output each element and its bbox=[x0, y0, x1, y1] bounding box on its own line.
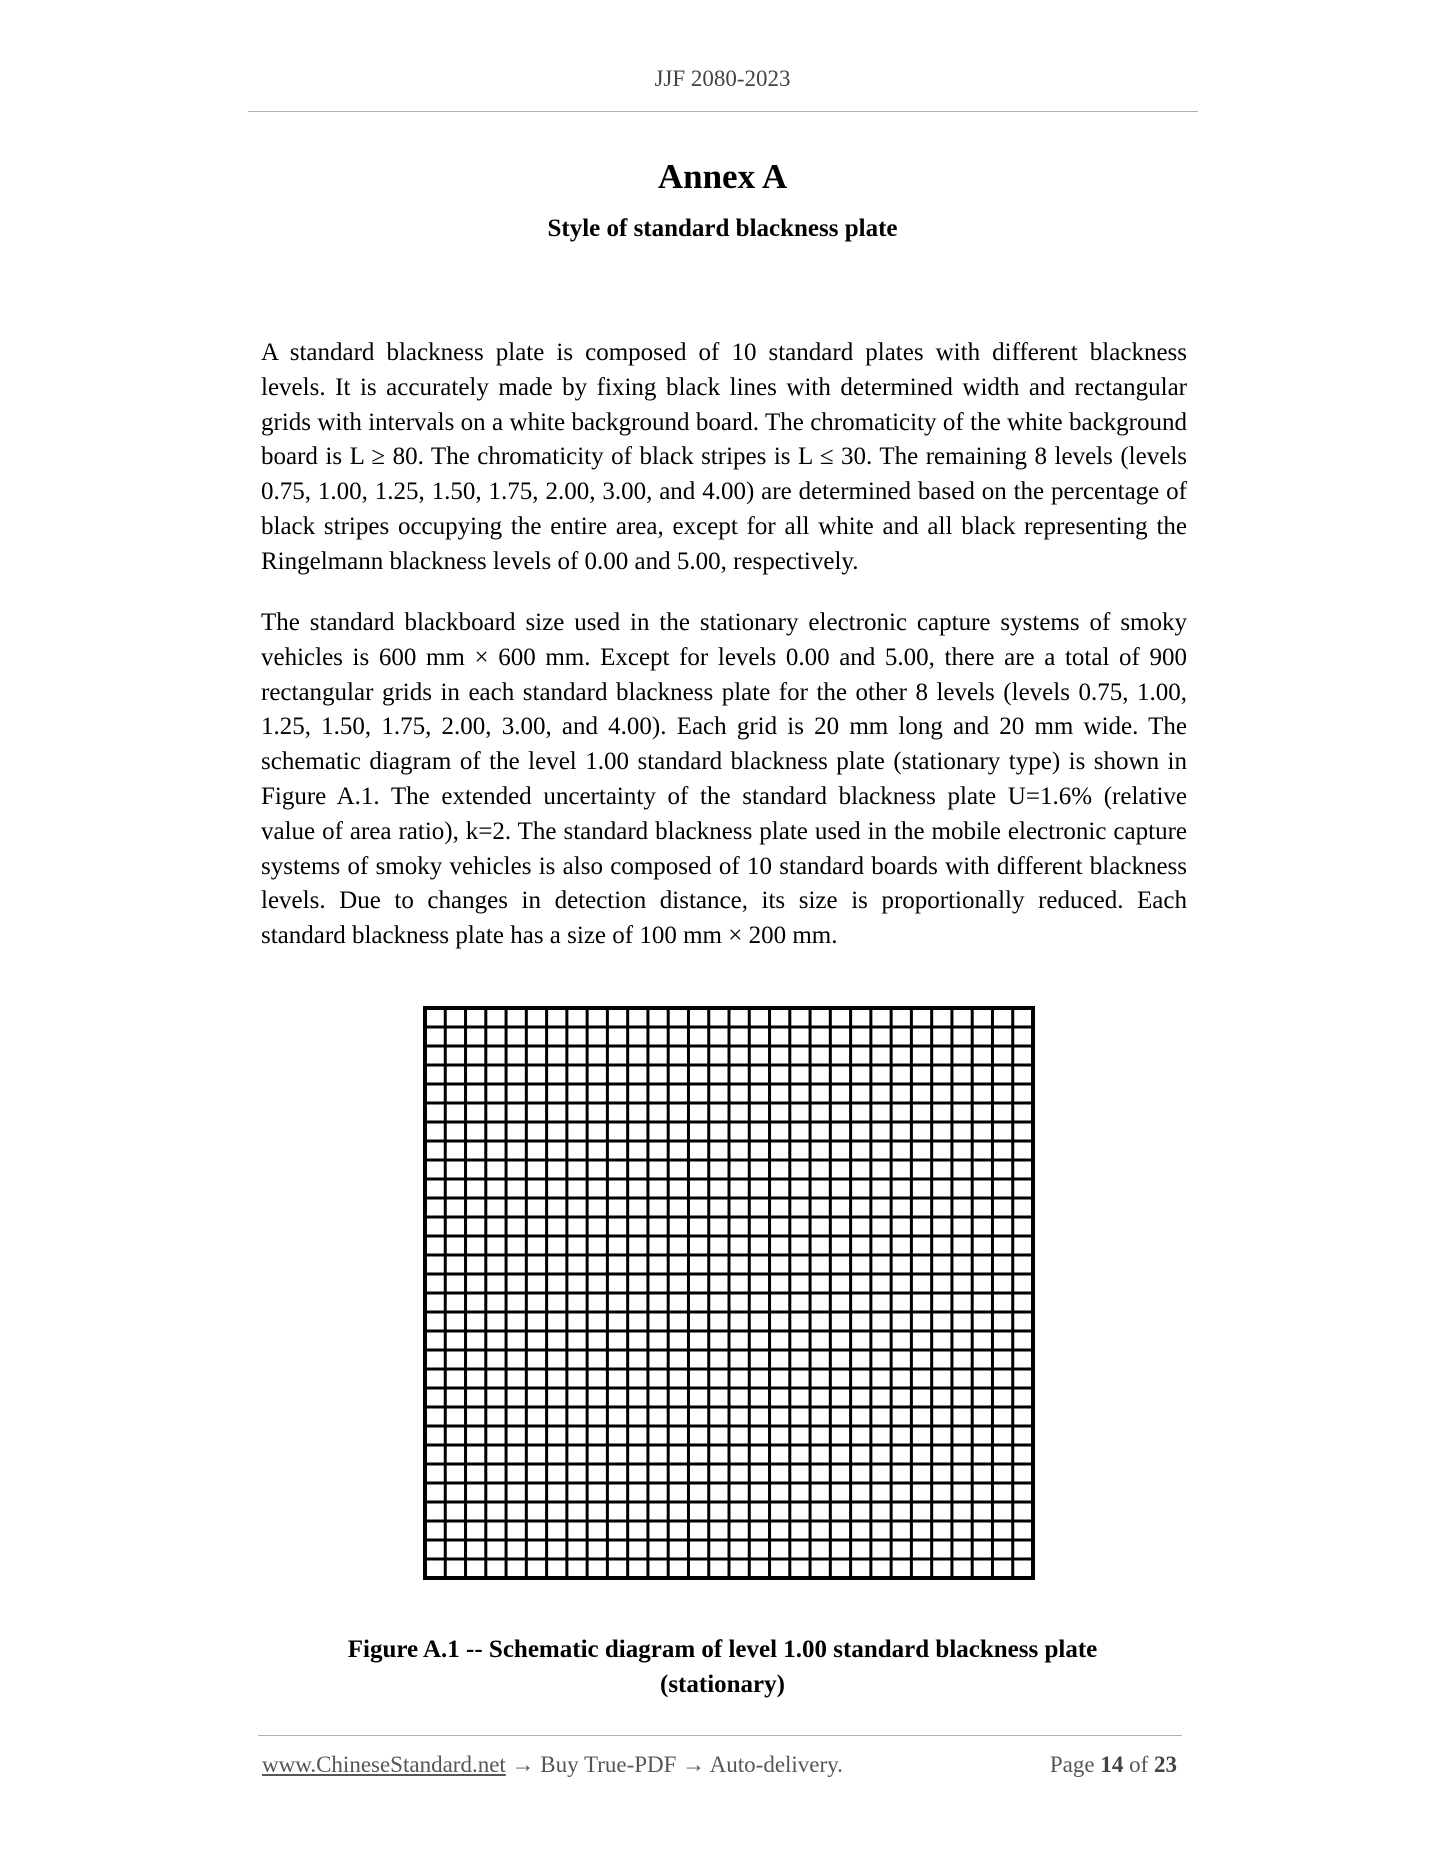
page-number bbox=[1050, 1752, 1177, 1778]
figure-caption-line-1: Figure A.1 -- Schematic diagram of level 1.00 standard blackness plate bbox=[347, 1636, 1098, 1663]
footer-divider bbox=[258, 1735, 1182, 1736]
grid-plate-diagram bbox=[423, 1006, 1035, 1580]
page-of: of bbox=[1129, 1752, 1149, 1777]
annex-title: Annex A bbox=[657, 157, 788, 196]
header-divider bbox=[248, 111, 1198, 112]
footer-promo bbox=[262, 1752, 843, 1778]
body-paragraph-2: The standard blackboard size used in the stationary electronic capture systems of smoky vehicles is 600 mm × 600 mm. Except for levels 0.00 and 5.00, there are a total of 900 rectangular grids in each standard blackness plate for the other 8 levels (levels 0.75, 1.00, 1.25, 1.50, 1.75, 2.00, 3.00, and 4.00). Each grid is 20 mm long and 20 mm wide. The schematic diagram of the level 1.00 standard blackness plate (stationary type) is shown in Figure A.1. The extended uncertainty of the standard blackness plate U=1.6% (relative value of area ratio), k=2. The standard blackness plate used in the mobile electronic capture systems of smoky vehicles is also composed of 10 standard boards with different blackness levels. Due to changes in detection distance, its size is proportionally reduced. Each standard blackness plate has a size of 100 mm × 200 mm. bbox=[261, 609, 1187, 950]
figure-caption-line-2: (stationary) bbox=[660, 1671, 785, 1698]
footer-promo-text: → Buy True-PDF → Auto-delivery. bbox=[505, 1752, 843, 1777]
header-doc-code: JJF 2080-2023 bbox=[654, 66, 791, 91]
page-label: Page bbox=[1049, 1752, 1095, 1777]
page-current: 14 bbox=[1100, 1752, 1124, 1777]
figure-caption bbox=[0, 1632, 1445, 1702]
body-paragraph-1: A standard blackness plate is composed of 10 standard plates with different blackness levels. It is accurately made by fixing black lines with determined width and rectangular grids with intervals on a white background board. The chromaticity of the white background board is L ≥ 80. The chromaticity of black stripes is L ≤ 30. The remaining 8 levels (levels 0.75, 1.00, 1.25, 1.50, 1.75, 2.00, 3.00, and 4.00) are determined based on the percentage of black stripes occupying the entire area, except for all white and all black representing the Ringelmann blackness levels of 0.00 and 5.00, respectively. bbox=[261, 339, 1187, 575]
annex-subtitle: Style of standard blackness plate bbox=[547, 215, 898, 242]
website-link[interactable]: www.ChineseStandard.net bbox=[262, 1752, 506, 1777]
figure-a1-blackness-plate bbox=[423, 1006, 1035, 1585]
page-total: 23 bbox=[1154, 1752, 1177, 1777]
